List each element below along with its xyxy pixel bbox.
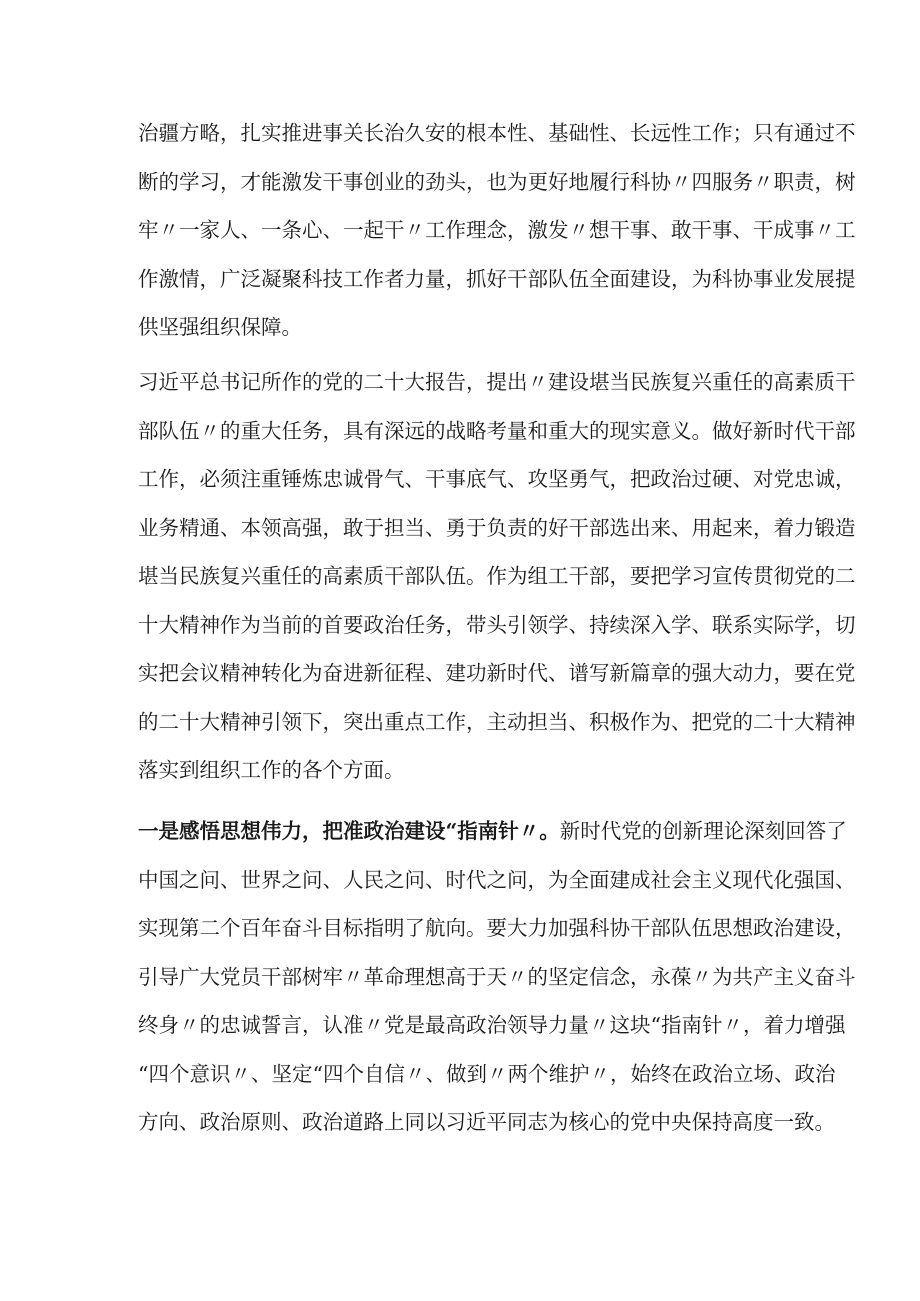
paragraph-2 (138, 358, 856, 795)
paragraph-line: 的二十大精神引领下，突出重点工作，主动担当、积极作为、把党的二十大精神 (138, 709, 856, 734)
paragraph-line: 业务精通、本领高强，敢于担当、勇于负责的好干部选出来、用起来，着力锻造 (138, 515, 856, 540)
paragraph-line: 习近平总书记所作的党的二十大报告，提出〃建设堪当民族复兴重任的高素质干 (138, 370, 856, 394)
paragraph-first-line (138, 807, 847, 856)
paragraph-1 (138, 109, 856, 352)
paragraph-line: 引导广大党员干部树牢〃革命理想高于天〃的坚定信念，永葆〃为共产主义奋斗 (138, 964, 856, 989)
paragraph-line: 治疆方略，扎实推进事关长治久安的根本性、基础性、长远性工作；只有通过不 (138, 121, 856, 145)
paragraph-line: 堪当民族复兴重任的高素质干部队伍。作为组工干部，要把学习宣传贯彻党的二 (138, 564, 856, 588)
paragraph-line: 牢〃一家人、一条心、一起干〃工作理念，激发〃想干事、敢干事、干成事〃工 (138, 218, 856, 242)
paragraph-line: 供坚强组织保障。 (138, 315, 302, 339)
paragraph-line: 工作，必须注重锤炼忠诚骨气、干事底气、攻坚勇气，把政治过硬、对党忠诚， (138, 467, 856, 491)
paragraph-line: 部队伍〃的重大任务，具有深远的战略考量和重大的现实意义。做好新时代干部 (138, 418, 856, 443)
paragraph-first-line-rest: 新时代党的创新理论深刻回答了 (559, 819, 847, 843)
paragraph-3 (138, 807, 856, 1147)
paragraph-line: 终身〃的忠诚誓言，认准〃党是最高政治领导力量〃这块“指南针〃，着力增强 (138, 1013, 846, 1037)
paragraph-line: 实现第二个百年奋斗目标指明了航向。要大力加强科协干部队伍思想政治建设， (138, 916, 856, 940)
paragraph-line: 断的学习，才能激发干事创业的劲头，也为更好地履行科协〃四服务〃职责，树 (138, 169, 856, 194)
paragraph-line: 中国之问、世界之问、人民之问、时代之问，为全面建成社会主义现代化强国、 (138, 867, 856, 892)
paragraph-line: “四个意识〃、坚定“四个自信〃、做到〃两个维护〃，始终在政治立场、政治 (138, 1061, 836, 1086)
paragraph-line: 十大精神作为当前的首要政治任务，带头引领学、持续深入学、联系实际学，切 (138, 612, 856, 637)
paragraph-lead-heading: 一是感悟思想伟力，把准政治建设“指南针〃。 (138, 819, 560, 843)
paragraph-line: 落实到组织工作的各个方面。 (138, 758, 405, 782)
paragraph-line: 作激情，广泛凝聚科技工作者力量，抓好干部队伍全面建设，为科协事业发展提 (138, 266, 856, 291)
paragraph-line: 方向、政治原则、政治道路上同以习近平同志为核心的党中央保持高度一致。 (138, 1110, 835, 1134)
paragraph-line: 实把会议精神转化为奋进新征程、建功新时代、谱写新篇章的强大动力，要在党 (138, 661, 856, 685)
